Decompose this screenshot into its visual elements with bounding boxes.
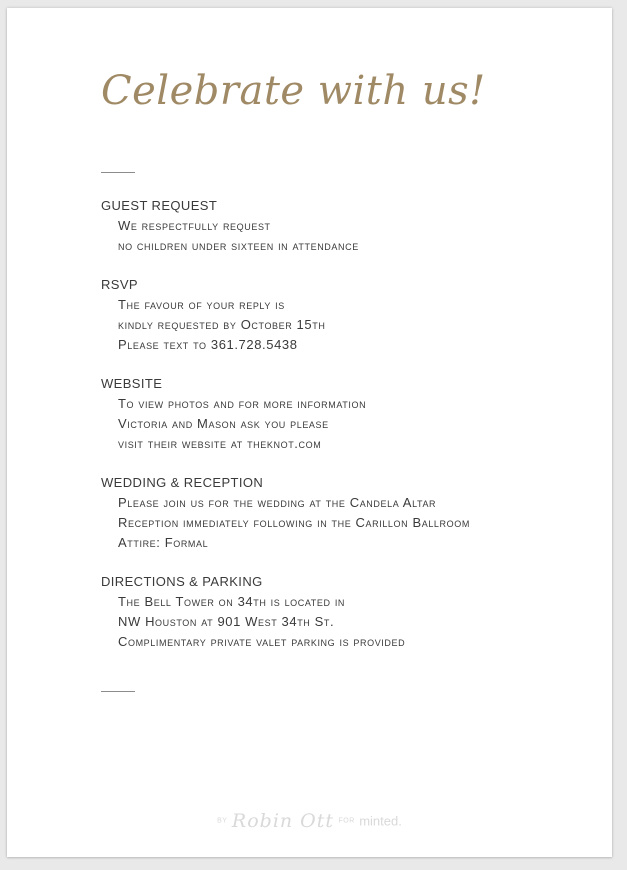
section-title: RSVP (101, 277, 139, 292)
top-divider (101, 172, 135, 173)
invitation-card (7, 8, 612, 857)
section-line: Please join us for the wedding at the Candela Altar (118, 495, 437, 510)
signature-designer: Robin Ott (231, 810, 335, 832)
section-line: The Bell Tower on 34th is located in (118, 594, 346, 609)
section-title: WEBSITE (101, 376, 163, 391)
section-line: NW Houston at 901 West 34th St. (118, 614, 335, 629)
section-title: GUEST REQUEST (101, 198, 218, 213)
section-line: kindly requested by October 15th (118, 317, 326, 332)
section-wedding-reception (101, 473, 601, 553)
signature-by: BY (217, 817, 228, 825)
section-line: The favour of your reply is (118, 297, 285, 312)
section-line: Complimentary private valet parking is provided (118, 634, 406, 649)
section-line: visit their website at theknot.com (118, 436, 322, 451)
bottom-divider (101, 691, 135, 692)
section-title: DIRECTIONS & PARKING (101, 574, 263, 589)
designer-signature (7, 810, 612, 832)
section-title: WEDDING & RECEPTION (101, 475, 264, 490)
section-website (101, 374, 601, 454)
section-line: Please text to 361.728.5438 (118, 337, 298, 352)
section-line: To view photos and for more information (118, 396, 367, 411)
section-line: Reception immediately following in the Carillon Ballroom (118, 515, 470, 530)
section-line: Victoria and Mason ask you please (118, 416, 329, 431)
signature-brand: minted. (359, 813, 402, 829)
section-line: no children under sixteen in attendance (118, 238, 359, 253)
headline: Celebrate with us! (101, 68, 486, 114)
details-sections (101, 196, 601, 671)
section-directions-parking (101, 572, 601, 652)
section-line: Attire: Formal (118, 535, 209, 550)
section-line: We respectfully request (118, 218, 271, 233)
section-rsvp (101, 275, 601, 355)
section-guest-request (101, 196, 601, 256)
signature-for: FOR (338, 817, 355, 825)
